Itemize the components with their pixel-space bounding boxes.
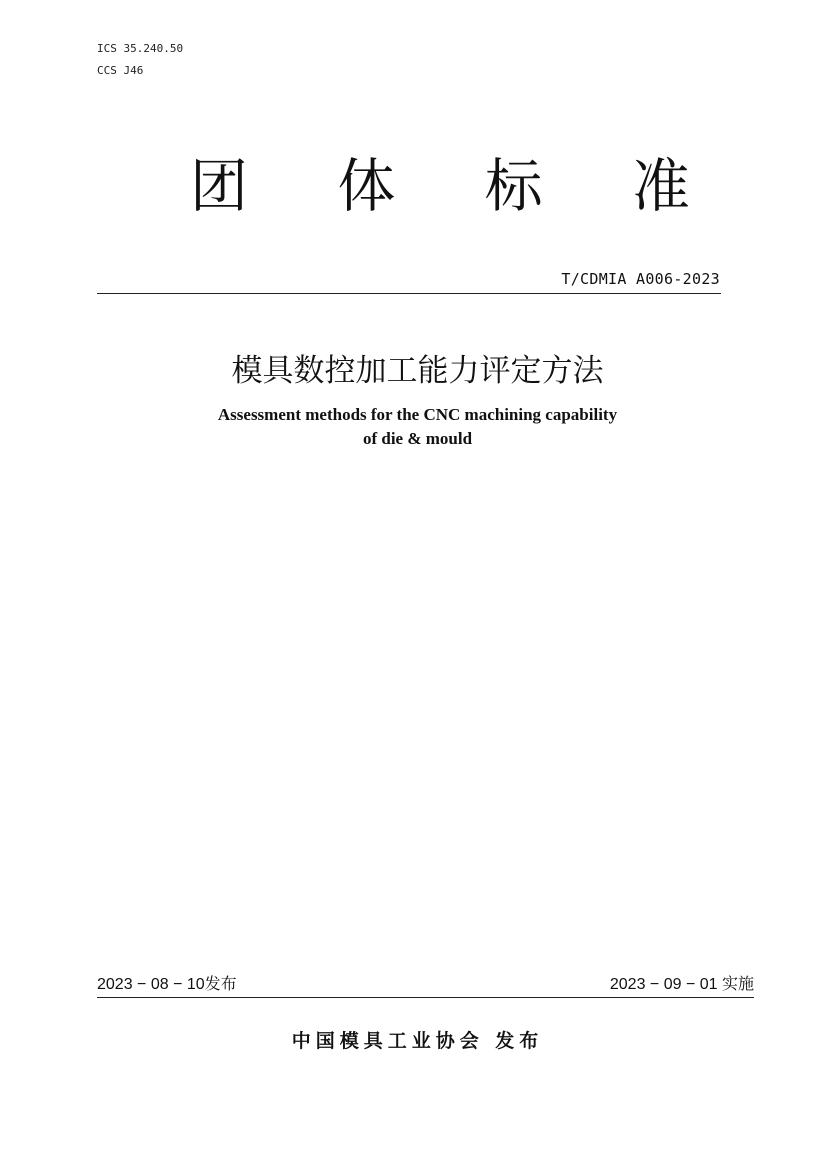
implementation-date-label: 实施 <box>721 974 754 993</box>
english-title-line-2: of die & mould <box>362 429 473 448</box>
top-divider <box>97 293 721 294</box>
heading-char: 准 <box>631 152 690 220</box>
heading-char: 体 <box>337 152 396 220</box>
heading-char: 团 <box>190 152 249 220</box>
bottom-divider <box>97 997 754 998</box>
publisher: 中国模具工业协会 发布 <box>291 1030 544 1052</box>
heading-char: 标 <box>484 152 543 220</box>
implementation-date <box>610 973 754 996</box>
ics-code: ICS 35.240.50 <box>97 42 184 55</box>
standard-number: T/CDMIA A006-2023 <box>561 270 720 288</box>
english-title-line-1: Assessment methods for the CNC machining capability <box>217 405 618 424</box>
ccs-code: CCS J46 <box>97 64 144 77</box>
group-standard-heading <box>190 148 690 224</box>
issue-date-label: 发布 <box>204 974 237 993</box>
english-title <box>0 403 815 451</box>
issue-date <box>97 973 237 996</box>
issue-date-value: 2023 − 08 − 10 <box>97 976 205 993</box>
chinese-title: 模具数控加工能力评定方法 <box>231 353 604 389</box>
implementation-date-value: 2023 − 09 − 01 <box>609 976 718 993</box>
